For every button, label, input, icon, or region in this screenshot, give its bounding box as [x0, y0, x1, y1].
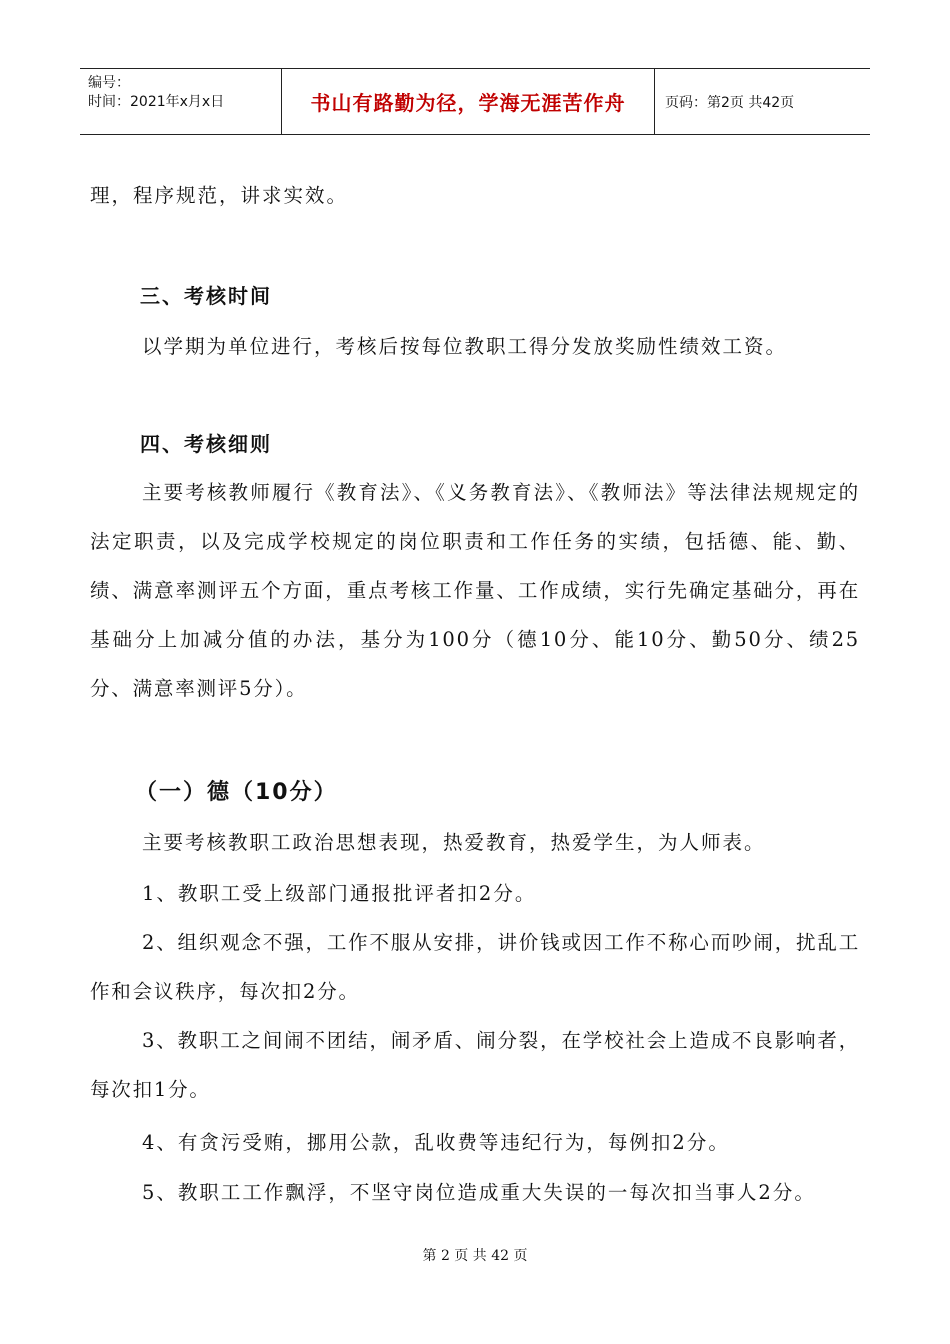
header-motto-cell — [282, 69, 655, 134]
document-number-label: 编号： — [88, 75, 130, 91]
header-table — [80, 68, 870, 135]
header-page-cell — [655, 69, 870, 134]
document-date-label: 时间：2021年x月x日 — [88, 94, 225, 110]
section-4-heading: 四、考核细则 — [140, 432, 272, 456]
list-item: 2、组织观念不强，工作不服从安排，讲价钱或因工作不称心而吵闹，扰乱工作和会议秩序，每次扣2分。 — [90, 931, 860, 1003]
header-meta-cell — [80, 69, 282, 134]
list-item: 4、有贪污受贿，挪用公款，乱收费等违纪行为，每例扣2分。 — [142, 1131, 730, 1154]
continued-line: 理，程序规范，讲求实效。 — [90, 184, 349, 207]
section-4-paragraph: 主要考核教师履行《教育法》、《义务教育法》、《教师法》等法律法规规定的法定职责，以及完成学校规定的岗位职责和工作任务的实绩，包括德、能、勤、绩、满意率测评五个方面，重点考核工作量、工作成绩，实行先确定基础分，再在基础分上加减分值的办法，基分为100分（德10分、能10分、勤50分、绩25分、满意率测评5分）。 — [90, 481, 860, 700]
section-3-text: 以学期为单位进行，考核后按每位教职工得分发放奖励性绩效工资。 — [142, 335, 788, 358]
header-page-info: 页码：第2页 共42页 — [665, 94, 795, 111]
header-motto: 书山有路勤为径，学海无涯苦作舟 — [310, 91, 626, 115]
page-footer: 第 2 页 共 42 页 — [422, 1248, 528, 1264]
list-item: 5、教职工工作飘浮，不坚守岗位造成重大失误的一每次扣当事人2分。 — [142, 1181, 816, 1204]
subsection-1-heading: （一）德（10分） — [135, 780, 338, 805]
section-3-heading: 三、考核时间 — [140, 284, 272, 308]
list-item: 3、教职工之间闹不团结，闹矛盾、闹分裂，在学校社会上造成不良影响者，每次扣1分。 — [90, 1029, 860, 1101]
list-item: 1、教职工受上级部门通报批评者扣2分。 — [142, 882, 537, 905]
subsection-1-intro: 主要考核教职工政治思想表现，热爱教育，热爱学生，为人师表。 — [142, 831, 766, 854]
